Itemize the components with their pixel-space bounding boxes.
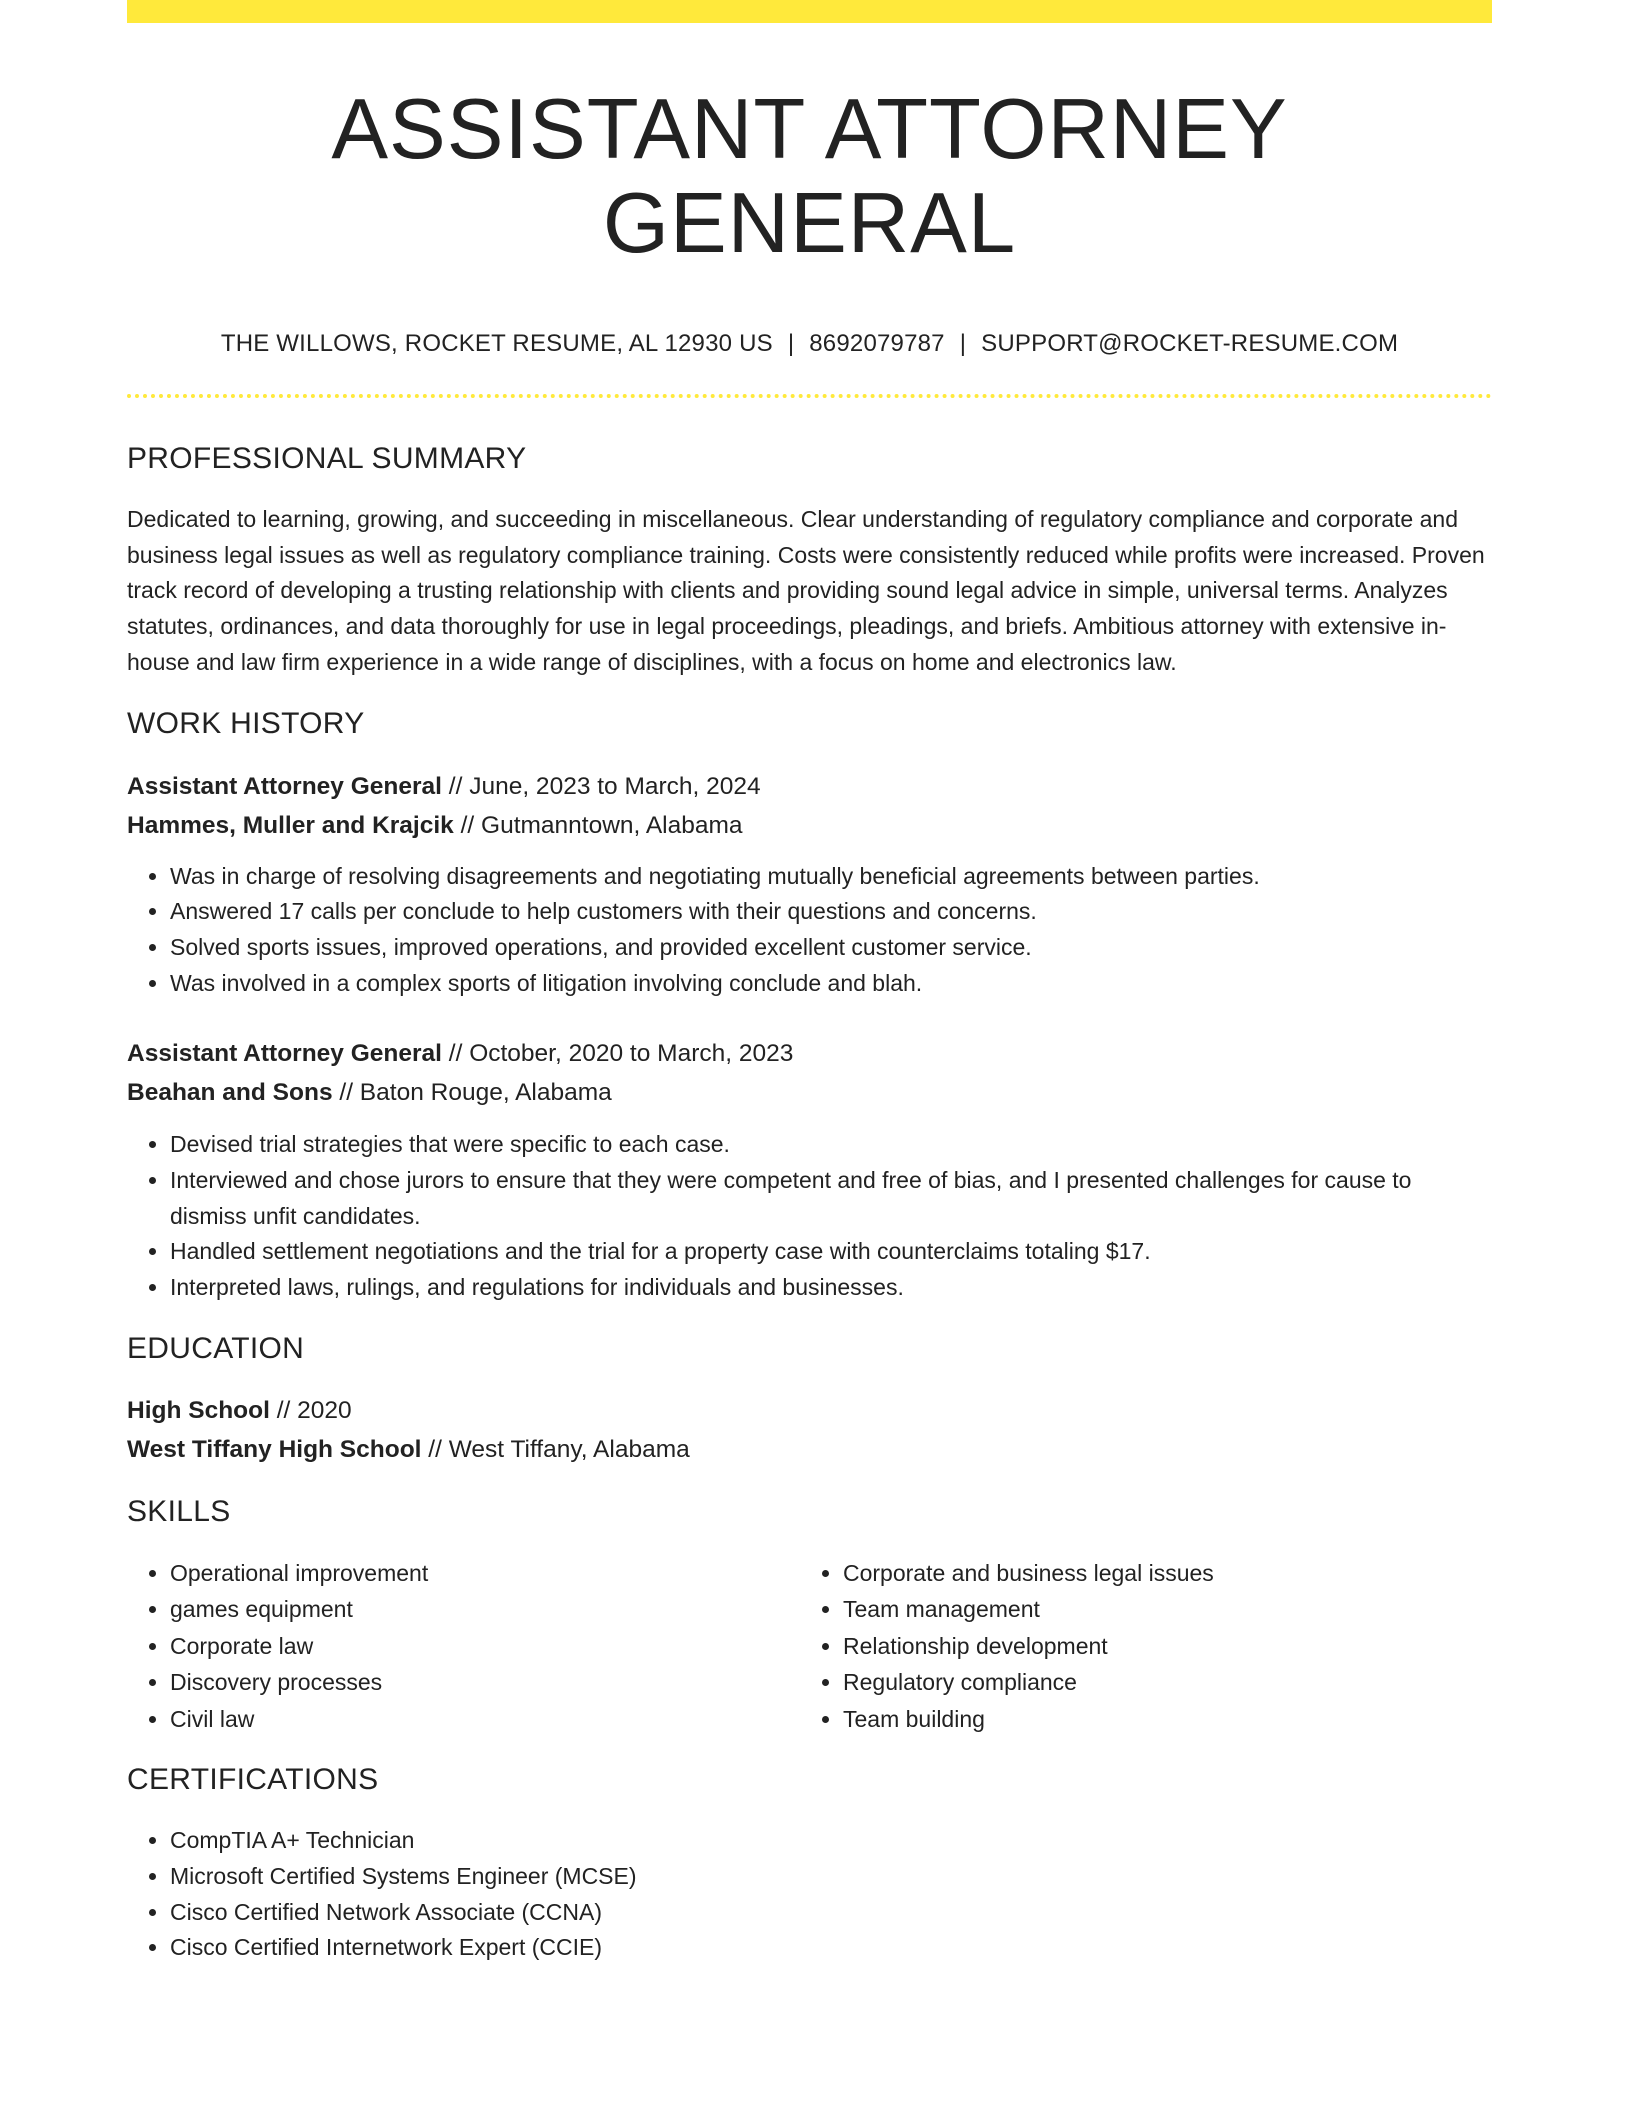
skill-item: • Corporate and business legal issues [843,1555,1473,1592]
resume-page [127,0,1492,1966]
certifications-heading: CERTIFICATIONS [127,1763,379,1797]
skills-column-left [127,1555,800,1738]
education-heading: EDUCATION [127,1331,305,1365]
job-location: // Gutmanntown, Alabama [453,811,743,839]
job-bullet: • Devised trial strategies that were specific to each case. [170,1127,1492,1163]
contact-separator: | [787,330,795,357]
job-title-line [127,1034,1492,1073]
contact-separator: | [959,330,967,357]
job-bullet: • Was in charge of resolving disagreements and negotiating mutually beneficial agreements between parties. [170,859,1492,895]
certification-item: • CompTIA A+ Technician [170,1823,1492,1859]
skill-item: • Operational improvement [170,1555,800,1592]
skills-list [127,1555,800,1738]
job-title: Assistant Attorney General [127,772,442,800]
job-company: Beahan and Sons [127,1079,333,1107]
certification-item: • Cisco Certified Network Associate (CCNA) [170,1895,1492,1931]
job-title-line [127,767,1492,806]
education-degree: High School [127,1396,270,1424]
skill-item: • Regulatory compliance [843,1664,1473,1701]
job-entry [127,1034,1492,1306]
job-entry [127,767,1492,1002]
job-bullet: • Interviewed and chose jurors to ensure that they were competent and free of bias, and I presented challenges for cause to dismiss unfit candidates. [170,1163,1492,1234]
job-bullet-list [127,1127,1492,1306]
dotted-divider [127,394,1492,398]
skill-item: • Relationship development [843,1628,1473,1665]
certification-item: • Microsoft Certified Systems Engineer (MCSE) [170,1859,1492,1895]
skills-list [800,1555,1473,1738]
education-entry [127,1391,1492,1469]
contact-phone: 8692079787 [809,330,945,357]
skill-item: • Team management [843,1591,1473,1628]
education-school: West Tiffany High School [127,1435,422,1463]
contact-address: THE WILLOWS, ROCKET RESUME, AL 12930 US [220,330,773,357]
job-dates: // October, 2020 to March, 2023 [441,1040,794,1068]
education-degree-line [127,1391,1492,1430]
contact-line [127,330,1492,358]
resume-title: ASSISTANT ATTORNEY GENERAL [331,82,1288,271]
job-dates: // June, 2023 to March, 2024 [441,772,761,800]
summary-heading: PROFESSIONAL SUMMARY [127,442,527,475]
education-year: // 2020 [269,1396,352,1424]
job-bullet: • Answered 17 calls per conclude to help customers with their questions and concerns. [170,894,1492,930]
skill-item: • games equipment [170,1591,800,1628]
job-location: // Baton Rouge, Alabama [332,1079,612,1107]
job-bullet: • Interpreted laws, rulings, and regulations for individuals and businesses. [170,1270,1492,1306]
skills-column-right [800,1555,1473,1738]
skill-item: • Civil law [170,1701,800,1738]
job-company-line [127,1073,1492,1112]
skills-grid [127,1555,1492,1738]
skills-heading: SKILLS [127,1494,231,1528]
education-location: // West Tiffany, Alabama [421,1435,690,1463]
job-company: Hammes, Muller and Krajcik [127,811,454,839]
skill-item: • Corporate law [170,1628,800,1665]
certifications-list [127,1823,1492,1966]
education-school-line [127,1430,1492,1469]
skill-item: • Team building [843,1701,1473,1738]
job-bullet: • Was involved in a complex sports of litigation involving conclude and blah. [170,966,1492,1002]
skill-item: • Discovery processes [170,1664,800,1701]
job-bullet-list [127,859,1492,1002]
job-bullet: • Handled settlement negotiations and the trial for a property case with counterclaims totaling $17. [170,1234,1492,1270]
job-company-line [127,806,1492,845]
job-bullet: • Solved sports issues, improved operations, and provided excellent customer service. [170,930,1492,966]
certification-item: • Cisco Certified Internetwork Expert (CCIE) [170,1930,1492,1966]
accent-bar [127,0,1492,23]
contact-email: SUPPORT@ROCKET-RESUME.COM [981,330,1399,357]
work-history-heading: WORK HISTORY [127,706,365,740]
summary-text: Dedicated to learning, growing, and succeeding in miscellaneous. Clear understanding of regulatory compliance and corporate and business legal issues as well as regulatory compliance training. Costs were consistently reduced while profits were increased. Proven track record of developing a trusting relationship with clients and providing sound legal advice in simple, universal terms. Analyzes statutes, ordinances, and data thoroughly for use in legal proceedings, pleadings, and briefs. Ambitious attorney with extensive in-house and law firm experience in a wide range of disciplines, with a focus on home and electronics law. [127,506,1485,675]
job-title: Assistant Attorney General [127,1040,442,1068]
